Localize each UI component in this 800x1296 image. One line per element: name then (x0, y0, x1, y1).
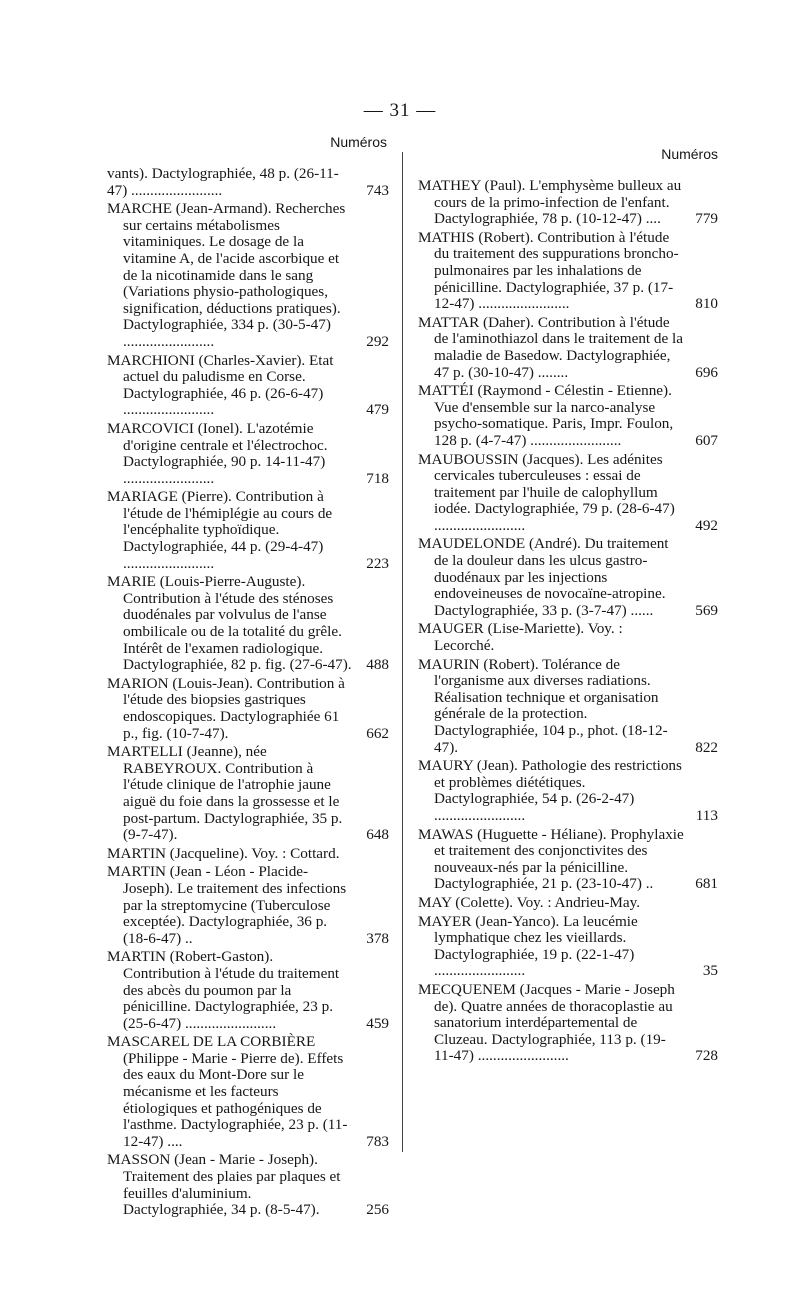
entry-number: 459 (366, 1014, 389, 1032)
entry-text: MARCHE (Jean-Armand). Recherches sur certains métabolismes vitaminiques. Le dosage de la vitamine A, de l'acide ascorbique et de la nicotinamide dans le sang (Variations physio-pathologiques, signification, déductions pratiques). Dactylographiée, 334 p. (30-5-47) ........................ (107, 200, 346, 350)
entry-text: MARTIN (Jacqueline). Voy. : Cottard. (107, 844, 340, 862)
entry-text: MARTIN (Jean - Léon - Placide-Joseph). Le traitement des infections par la streptomycine (Tuberculose exceptée). Dactylographiée, 36 p. (18-6-47) .. (107, 863, 347, 947)
index-entry (418, 383, 718, 449)
index-entry (107, 1034, 387, 1150)
right-column (418, 134, 718, 1067)
index-entry (107, 846, 387, 863)
index-entry (107, 676, 387, 742)
entry-text: MAUBOUSSIN (Jacques). Les adénites cervicales tuberculeuses : essai de traitement par l'huile de calophyllum iodée. Dactylographiée, 79 p. (28-6-47) ........................ (418, 450, 675, 534)
index-entry (418, 536, 718, 619)
entry-text: MAYER (Jean-Yanco). La leucémie lymphatique chez les vieillards. Dactylographiée, 19 p. (22-1-47) ........................ (418, 912, 638, 980)
index-entry (418, 315, 718, 381)
index-entry (418, 982, 718, 1065)
column-divider (402, 152, 403, 1152)
index-entry (107, 864, 387, 947)
index-entry (107, 421, 387, 487)
entry-number: 479 (366, 401, 389, 419)
entry-number: 783 (366, 1132, 389, 1150)
index-entry (107, 201, 387, 350)
entry-text: MAURY (Jean). Pathologie des restrictions et problèmes diététiques. Dactylographiée, 54 p. (26-2-47) ........................ (418, 757, 682, 824)
entry-number: 569 (695, 601, 718, 619)
entry-number: 492 (695, 516, 718, 534)
entry-number: 810 (695, 295, 718, 313)
index-entry (418, 827, 718, 893)
entry-text: MARIAGE (Pierre). Contribution à l'étude de l'hémiplégie au cours de l'encéphalite typhoïdique. Dactylographiée, 44 p. (29-4-47) ........................ (107, 488, 333, 572)
index-entry (107, 489, 387, 572)
index-entry (418, 452, 718, 535)
entry-text: MECQUENEM (Jacques - Marie - Joseph de). Quatre années de thoracoplastie au sanatorium interdépartemental de Cluzeau. Dactylographiée, 113 p. (19-11-47) ........................ (418, 980, 675, 1065)
index-entry (418, 895, 718, 912)
index-entry (418, 758, 718, 824)
entry-text: MARIE (Louis-Pierre-Auguste). Contribution à l'étude des sténoses duodénales par volvulus de l'anse ombilicale ou de la totalité du grêle. Intérêt de l'examen radiologique. Dactylographiée, 82 p. fig. (27-6-47). (107, 573, 352, 674)
entry-text: MAUGER (Lise-Mariette). Voy. : Lecorché. (418, 620, 623, 655)
entry-text: vants). Dactylographiée, 48 p. (26-11-47) ........................ (107, 165, 339, 199)
entry-text: MATTAR (Daher). Contribution à l'étude de l'aminothiazol dans le traitement de la maladie de Basedow. Dactylographiée, 47 p. (30-10-47) ........ (418, 313, 684, 381)
index-entry (418, 621, 718, 654)
left-column (107, 134, 387, 1221)
entry-number: 681 (695, 875, 718, 893)
entry-text: MARTELLI (Jeanne), née RABEYROUX. Contribution à l'étude clinique de l'atrophie jaune aiguë du foie dans la grossesse et le post-partum. Dactylographiée, 35 p. (9-7-47). (107, 743, 343, 844)
entry-number: 743 (366, 181, 389, 199)
entry-text: MAUDELONDE (André). Du traitement de la douleur dans les ulcus gastro-duodénaux par les injections endoveineuses de novocaïne-atropine. Dactylographiée, 33 p. (3-7-47) ...... (418, 535, 669, 619)
entry-text: MARCHIONI (Charles-Xavier). Etat actuel du paludisme en Corse. Dactylographiée, 46 p. (26-6-47) ........................ (107, 351, 334, 419)
index-entry (107, 353, 387, 419)
index-entry (107, 166, 387, 199)
entry-number: 662 (366, 724, 389, 742)
entry-number: 223 (366, 554, 389, 572)
index-entry (418, 230, 718, 313)
entry-number: 35 (702, 962, 718, 980)
entry-number: 607 (695, 431, 718, 449)
entry-number: 779 (695, 210, 718, 228)
entry-number: 648 (366, 826, 389, 844)
entry-number: 113 (695, 806, 718, 824)
entry-text: MARION (Louis-Jean). Contribution à l'étude des biopsies gastriques endoscopiques. Dactylographiée 61 p., fig. (10-7-47). (107, 674, 345, 742)
entry-number: 822 (695, 738, 718, 756)
entry-number: 718 (366, 469, 389, 487)
index-entry (107, 949, 387, 1032)
entry-text: MASCAREL DE LA CORBIÈRE (Philippe - Marie - Pierre de). Effets des eaux du Mont-Dore sur le mécanisme et les facteurs étiologiques et pathogéniques de l'asthme. Dactylographiée, 23 p. (11-12-47) .... (107, 1033, 348, 1150)
entry-text: MARCOVICI (Ionel). L'azotémie d'origine centrale et l'électrochoc. Dactylographiée, 90 p. 14-11-47) ........................ (107, 419, 328, 487)
entry-number: 378 (366, 929, 389, 947)
index-entry (107, 1152, 387, 1218)
entry-text: MASSON (Jean - Marie - Joseph). Traitement des plaies par plaques et feuilles d'aluminium. Dactylographiée, 34 p. (8-5-47). (107, 1151, 341, 1219)
entry-number: 696 (695, 363, 718, 381)
column-header: Numéros (330, 134, 387, 150)
entry-text: MAY (Colette). Voy. : Andrieu-May. (418, 893, 641, 911)
column-header: Numéros (661, 146, 718, 162)
index-entry (418, 657, 718, 757)
entry-text: MATTÉI (Raymond - Célestin - Etienne). Vue d'ensemble sur la narco-analyse psycho-somatique. Paris, Impr. Foulon, 128 p. (4-7-47) ........................ (418, 382, 674, 449)
entry-text: MAWAS (Huguette - Héliane). Prophylaxie et traitement des conjonctivites des nouveaux-nés par la pénicilline. Dactylographiée, 21 p. (23-10-47) .. (418, 825, 684, 893)
entry-text: MATHIS (Robert). Contribution à l'étude du traitement des suppurations broncho-pulmonaires par les inhalations de pénicilline. Dactylographiée, 37 p. (17-12-47) ........................ (418, 228, 679, 313)
entry-text: MATHEY (Paul). L'emphysème bulleux au cours de la primo-infection de l'enfant. Dactylographiée, 78 p. (10-12-47) .... (418, 177, 682, 228)
index-entry (107, 574, 387, 674)
index-entry (107, 744, 387, 844)
index-entry (418, 178, 718, 228)
page-number: — 31 — (363, 100, 437, 121)
entry-number: 256 (366, 1201, 389, 1219)
entry-number: 728 (695, 1047, 718, 1065)
entry-text: MARTIN (Robert-Gaston). Contribution à l'étude du traitement des abcès du poumon par la pénicilline. Dactylographiée, 23 p. (25-6-47) ........................ (107, 948, 340, 1032)
entry-number: 292 (366, 332, 389, 350)
entry-text: MAURIN (Robert). Tolérance de l'organisme aux diverses radiations. Réalisation technique et organisation générale de la protection. Dactylographiée, 104 p., phot. (18-12-47). (418, 655, 668, 756)
entry-number: 488 (366, 656, 389, 674)
index-entry (418, 914, 718, 980)
